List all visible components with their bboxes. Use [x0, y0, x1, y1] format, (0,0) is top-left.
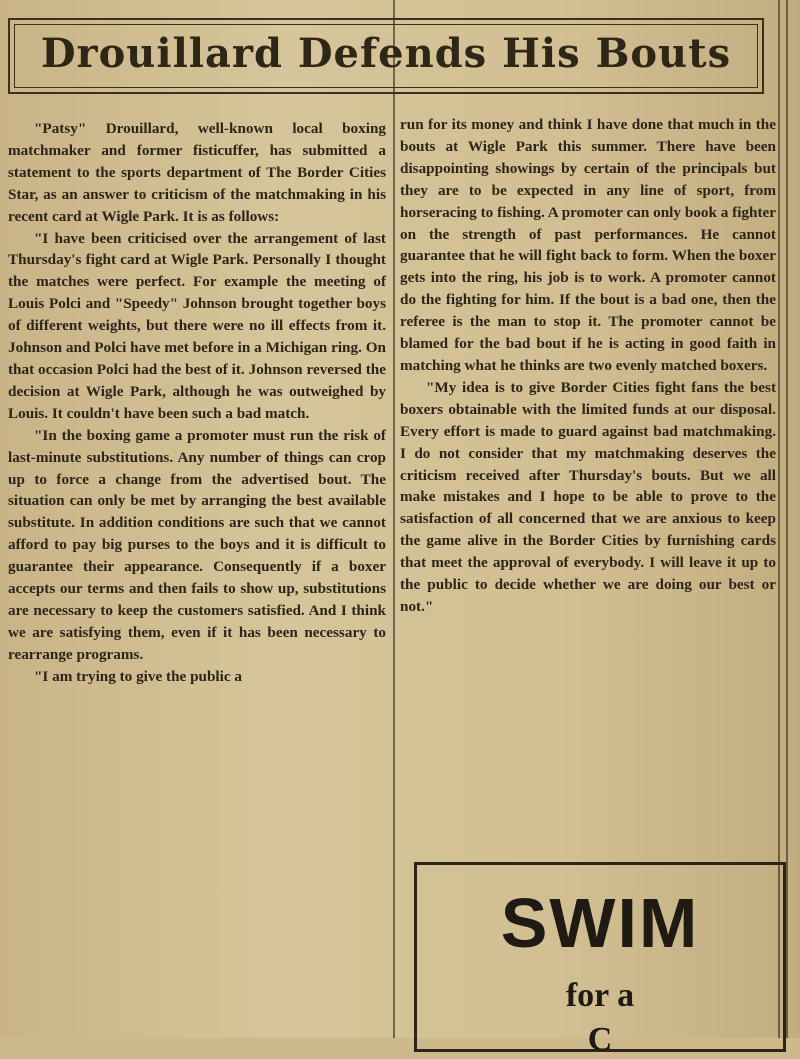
- ad-cutoff-text: C: [587, 1021, 613, 1058]
- paragraph: "My idea is to give Border Cities fight fans the best boxers obtainable with the limited funds at our disposal. Every effort is made to guard against bad matchmaking. I do not consider that my matchmaking deserves the criticism received after Thursday's bouts. But we all make mistakes and I hope to be able to prove to the satisfaction of all concerned that we are anxious to keep the game alive in the Border Cities by furnishing cards that meet the approval of everybody. I will leave it up to the public to decide whether we are doing our best or not.": [400, 378, 776, 615]
- advertisement-box: [414, 862, 786, 1058]
- paragraph: "I am trying to give the public a: [34, 667, 242, 685]
- page-edge-rule-2: [786, 0, 788, 1038]
- paragraph: run for its money and think I have done that much in the bouts at Wigle Park this summer. There have been disappointing showings by certain of the principals but they are to be expected in any line of sport, from horseracing to fishing. A promoter can only book a fighter on the strength of past performances. He cannot guarantee that he will fight back to form. When the boxer gets into the ring, his job is to work. A promoter cannot do the fighting for him. If the bout is a bad one, then the referee is the man to stop it. The promoter cannot be blamed for the bad bout if he is acting in good faith in matching what he thinks are two evenly matched boxers.: [400, 116, 776, 374]
- paragraph: "Patsy" Drouillard, well-known local boxing matchmaker and former fisticuffer, has submitted a statement to the sports department of The Border Cities Star, as an answer to criticism of the matchmaking in his recent card at Wigle Park. It is as follows:: [8, 120, 386, 225]
- paragraph: "In the boxing game a promoter must run the risk of last-minute substitutions. Any number of things can crop up to force a change from the advertised bout. The situation can only be met by arranging the best available substitute. In addition conditions are such that we cannot afford to pay big purses to the boys and it is difficult to guarantee their appearance. Consequently if a boxer accepts our terms and then fails to show up, substitutions are necessary to keep the customers satisfied. And I think we are satisfying them, even if it has been necessary to rearrange programs.: [8, 426, 386, 663]
- paragraph: "I have been criticised over the arrangement of last Thursday's fight card at Wigle Park. Personally I thought the matches were perfect. For example the meeting of Louis Polci and "Speedy" Johnson brought together boys of different weights, but there were no ill effects from it. Johnson and Polci have met before in a Michigan ring. On that occasion Polci had the best of it. Johnson reversed the decision at Wigle Park, although he was outweighed by Louis. It couldn't have been such a bad match.: [8, 229, 386, 422]
- headline: Drouillard Defends His Bouts: [40, 30, 732, 77]
- article-column-1: [8, 118, 386, 688]
- column-rule: [393, 0, 395, 1038]
- ad-title: SWIM: [500, 884, 700, 962]
- ad-subtitle: for a: [565, 977, 635, 1014]
- article-column-2: [400, 114, 776, 618]
